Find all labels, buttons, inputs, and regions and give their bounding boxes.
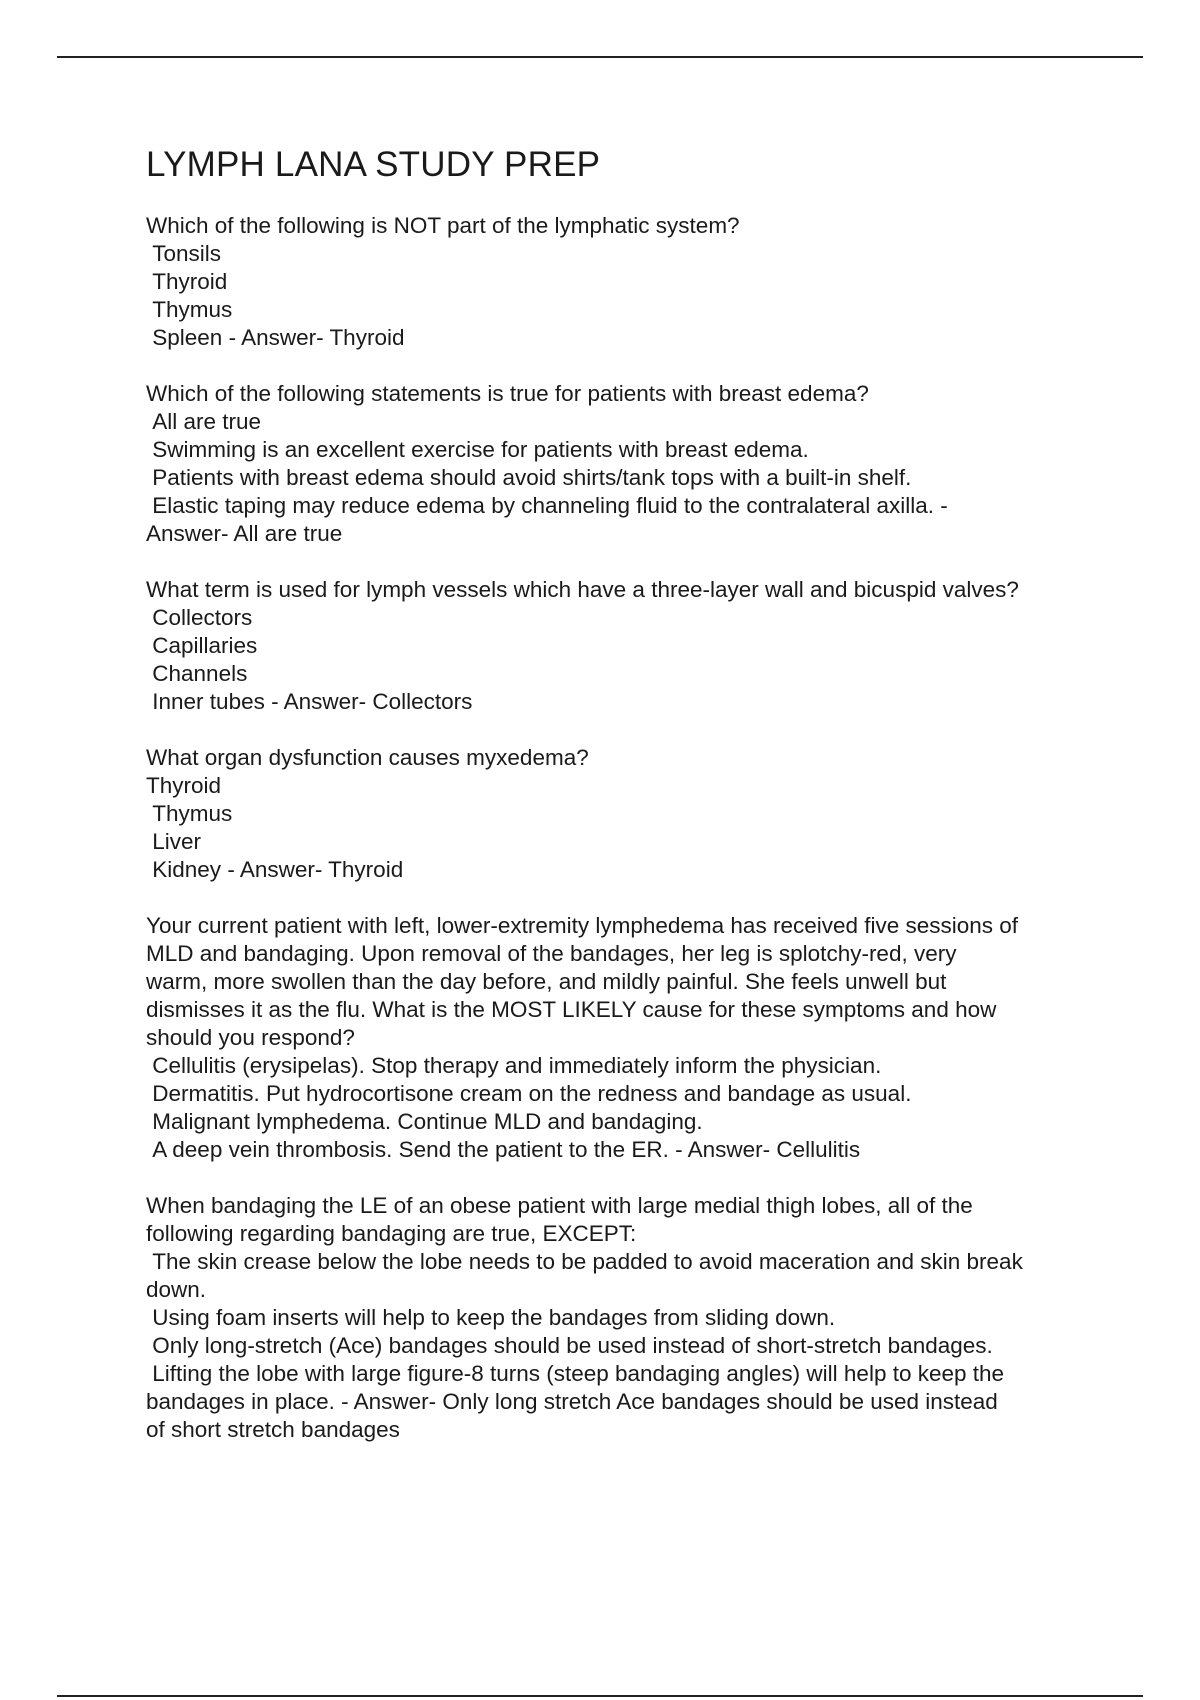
question-block-1 [146,212,1096,352]
answer-option: Spleen - Answer- Thyroid [146,325,405,350]
answer-option: Inner tubes - Answer- Collectors [146,689,473,714]
question-text: Your current patient with left, lower-extremity lymphedema has received five sessions of [146,913,1019,938]
answer-text: Answer- All are true [146,521,343,546]
answer-option: Dermatitis. Put hydrocortisone cream on the redness and bandage as usual. [146,1081,912,1106]
answer-option: Liver [146,829,202,854]
question-text: What term is used for lymph vessels which have a three-layer wall and bicuspid valves? [146,577,1019,602]
question-block-6 [146,1192,1096,1444]
question-text: Which of the following statements is true for patients with breast edema? [146,381,869,406]
answer-option: Patients with breast edema should avoid shirts/tank tops with a built-in shelf. [146,465,912,490]
bottom-divider [57,1695,1143,1697]
question-text: following regarding bandaging are true, EXCEPT: [146,1221,637,1246]
answer-option: Only long-stretch (Ace) bandages should be used instead of short-stretch bandages. [146,1333,993,1358]
answer-option: Collectors [146,605,253,630]
answer-text: of short stretch bandages [146,1417,400,1442]
answer-option: Using foam inserts will help to keep the bandages from sliding down. [146,1305,836,1330]
answer-option: Tonsils [146,241,222,266]
question-text: warm, more swollen than the day before, and mildly painful. She feels unwell but [146,969,947,994]
answer-option: Lifting the lobe with large figure-8 turns (steep bandaging angles) will help to keep the [146,1361,1005,1386]
answer-option: Cellulitis (erysipelas). Stop therapy and immediately inform the physician. [146,1053,882,1078]
question-text: What organ dysfunction causes myxedema? [146,745,589,770]
answer-option: Swimming is an excellent exercise for patients with breast edema. [146,437,809,462]
answer-option: Thyroid [146,269,228,294]
document-body [146,143,1096,1472]
top-divider [57,56,1143,58]
answer-option: Thyroid [146,773,222,798]
answer-option: Malignant lymphedema. Continue MLD and bandaging. [146,1109,703,1134]
answer-option: A deep vein thrombosis. Send the patient to the ER. - Answer- Cellulitis [146,1137,861,1162]
answer-option: Kidney - Answer- Thyroid [146,857,404,882]
question-text: dismisses it as the flu. What is the MOST LIKELY cause for these symptoms and how [146,997,997,1022]
answer-option: The skin crease below the lobe needs to be padded to avoid maceration and skin break [146,1249,1023,1274]
document-title: LYMPH LANA STUDY PREP [146,145,601,184]
question-block-4 [146,744,1096,884]
answer-option: Elastic taping may reduce edema by channeling fluid to the contralateral axilla. - [146,493,948,518]
answer-option: Channels [146,661,248,686]
question-block-2 [146,380,1096,548]
question-text: should you respond? [146,1025,355,1050]
question-text: Which of the following is NOT part of the lymphatic system? [146,213,740,238]
answer-text: bandages in place. - Answer- Only long stretch Ace bandages should be used instead [146,1389,998,1414]
answer-option: Capillaries [146,633,258,658]
question-block-3 [146,576,1096,716]
question-text: MLD and bandaging. Upon removal of the bandages, her leg is splotchy-red, very [146,941,957,966]
answer-option: Thymus [146,297,233,322]
answer-option: down. [146,1277,207,1302]
question-block-5 [146,912,1096,1164]
answer-option: Thymus [146,801,233,826]
answer-option: All are true [146,409,262,434]
question-text: When bandaging the LE of an obese patient with large medial thigh lobes, all of the [146,1193,973,1218]
